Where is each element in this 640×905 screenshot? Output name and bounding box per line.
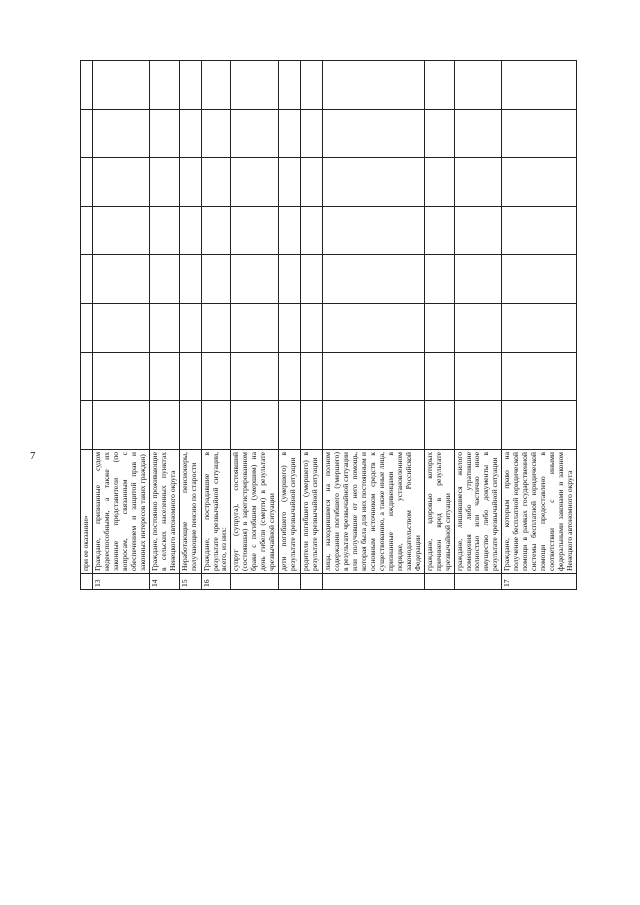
- table-row: [323, 61, 424, 590]
- empty-cell: [81, 401, 93, 450]
- empty-cell: [424, 109, 454, 158]
- empty-cell: [149, 158, 179, 207]
- rotated-table-container: [80, 60, 600, 590]
- row-description: Неработающие пенсионеры, получающие пенсию по старости: [179, 450, 201, 574]
- empty-cell: [424, 206, 454, 255]
- empty-cell: [279, 401, 301, 450]
- empty-cell: [279, 352, 301, 401]
- empty-cell: [201, 158, 231, 207]
- row-description: при ее оказании»: [81, 450, 93, 574]
- empty-cell: [149, 401, 179, 450]
- empty-cell: [231, 158, 279, 207]
- empty-cell: [424, 304, 454, 353]
- table-row: [81, 61, 93, 590]
- table-row: [231, 61, 279, 590]
- empty-cell: [231, 255, 279, 304]
- empty-cell: [201, 304, 231, 353]
- table-body: [81, 61, 577, 590]
- empty-cell: [301, 255, 323, 304]
- empty-cell: [231, 61, 279, 110]
- empty-cell: [93, 109, 150, 158]
- row-number: [454, 574, 502, 590]
- table-row: [201, 61, 231, 590]
- empty-cell: [81, 255, 93, 304]
- empty-cell: [502, 352, 577, 401]
- table-row: [424, 61, 454, 590]
- row-description: Граждане, постоянно проживающие в сельских населенных пунктах Ненецкого автономного округа: [149, 450, 179, 574]
- row-number: [424, 574, 454, 590]
- empty-cell: [301, 109, 323, 158]
- row-description: граждане, здоровью которых причинен вред в результате чрезвычайной ситуации: [424, 450, 454, 574]
- empty-cell: [231, 304, 279, 353]
- empty-cell: [81, 158, 93, 207]
- empty-cell: [201, 255, 231, 304]
- table-row: [93, 61, 150, 590]
- empty-cell: [149, 255, 179, 304]
- empty-cell: [323, 255, 424, 304]
- empty-cell: [179, 61, 201, 110]
- empty-cell: [323, 401, 424, 450]
- empty-cell: [81, 61, 93, 110]
- row-description: Граждане, признанные судом недееспособными, а также их законные представители (по вопросам, связанным с обеспечением и защитой прав и законных интересов таких граждан): [93, 450, 150, 574]
- empty-cell: [201, 206, 231, 255]
- table-row: [502, 61, 577, 590]
- empty-cell: [179, 158, 201, 207]
- empty-cell: [81, 206, 93, 255]
- empty-cell: [149, 109, 179, 158]
- empty-cell: [502, 158, 577, 207]
- empty-cell: [323, 206, 424, 255]
- empty-cell: [454, 206, 502, 255]
- row-number: [323, 574, 424, 590]
- empty-cell: [93, 304, 150, 353]
- empty-cell: [502, 206, 577, 255]
- empty-cell: [201, 401, 231, 450]
- empty-cell: [323, 61, 424, 110]
- empty-cell: [231, 401, 279, 450]
- empty-cell: [323, 304, 424, 353]
- empty-cell: [93, 401, 150, 450]
- empty-cell: [231, 352, 279, 401]
- empty-cell: [93, 158, 150, 207]
- empty-cell: [301, 304, 323, 353]
- empty-cell: [81, 352, 93, 401]
- row-description: Граждане, которым право на получение бесплатной юридической помощи в рамках государственной системы бесплатной юридической помощи предоставлено в соответствии с иными федеральными законами и законом Ненецкого автономного округа: [502, 450, 577, 574]
- empty-cell: [301, 206, 323, 255]
- empty-cell: [201, 61, 231, 110]
- empty-cell: [454, 158, 502, 207]
- table-row: [301, 61, 323, 590]
- empty-cell: [502, 255, 577, 304]
- empty-cell: [279, 206, 301, 255]
- row-number: 14: [149, 574, 179, 590]
- empty-cell: [179, 206, 201, 255]
- row-number: 16: [201, 574, 231, 590]
- empty-cell: [502, 61, 577, 110]
- row-number: 13: [93, 574, 150, 590]
- empty-cell: [149, 206, 179, 255]
- empty-cell: [454, 255, 502, 304]
- empty-cell: [93, 255, 150, 304]
- empty-cell: [81, 109, 93, 158]
- empty-cell: [279, 304, 301, 353]
- empty-cell: [454, 109, 502, 158]
- row-description: дети погибшего (умершего) в результате чрезвычайной ситуации: [279, 450, 301, 574]
- empty-cell: [301, 61, 323, 110]
- empty-cell: [424, 61, 454, 110]
- beneficiaries-table: [80, 60, 577, 590]
- empty-cell: [81, 304, 93, 353]
- row-number: [231, 574, 279, 590]
- empty-cell: [424, 158, 454, 207]
- empty-cell: [201, 352, 231, 401]
- empty-cell: [93, 352, 150, 401]
- empty-cell: [323, 158, 424, 207]
- empty-cell: [179, 255, 201, 304]
- table-row: [179, 61, 201, 590]
- empty-cell: [93, 206, 150, 255]
- empty-cell: [301, 158, 323, 207]
- row-number: [81, 574, 93, 590]
- empty-cell: [179, 304, 201, 353]
- row-number: [301, 574, 323, 590]
- row-description: родители погибшего (умершего) в результате чрезвычайной ситуации: [301, 450, 323, 574]
- row-number: 15: [179, 574, 201, 590]
- empty-cell: [279, 255, 301, 304]
- empty-cell: [279, 158, 301, 207]
- empty-cell: [179, 109, 201, 158]
- table-row: [149, 61, 179, 590]
- empty-cell: [201, 109, 231, 158]
- row-description: супруг (супруга), состоявший (состоявшая) в зарегистрированном браке с погибшим (умершим) на день гибели (смерти) в результате чрезвычайной ситуации: [231, 450, 279, 574]
- empty-cell: [301, 401, 323, 450]
- empty-cell: [179, 401, 201, 450]
- empty-cell: [424, 401, 454, 450]
- empty-cell: [454, 304, 502, 353]
- empty-cell: [149, 352, 179, 401]
- empty-cell: [179, 352, 201, 401]
- row-description: лица, находившиеся на полном содержании погибшего (умершего) в результате чрезвычайной ситуации или получавшие от него помощь, которая была для них постоянным и основным источником средств к существованию, а также иные лица, признанные иждивенцами в порядке, установленном законодательством Российской Федерации: [323, 450, 424, 574]
- page-number: 7: [30, 450, 36, 462]
- row-description: граждане, лишившиеся жилого помещения либо утратившие полностью или частично иное имущество либо документы в результате чрезвычайной ситуации: [454, 450, 502, 574]
- row-number: [279, 574, 301, 590]
- empty-cell: [93, 61, 150, 110]
- table-row: [454, 61, 502, 590]
- empty-cell: [279, 61, 301, 110]
- empty-cell: [502, 401, 577, 450]
- empty-cell: [454, 352, 502, 401]
- empty-cell: [454, 61, 502, 110]
- empty-cell: [231, 109, 279, 158]
- empty-cell: [424, 352, 454, 401]
- empty-cell: [424, 255, 454, 304]
- empty-cell: [502, 109, 577, 158]
- table-row: [279, 61, 301, 590]
- row-number: 17: [502, 574, 577, 590]
- empty-cell: [323, 352, 424, 401]
- row-description: Граждане, пострадавшие в результате чрезвычайной ситуации, всего, из них:: [201, 450, 231, 574]
- empty-cell: [149, 61, 179, 110]
- empty-cell: [279, 109, 301, 158]
- empty-cell: [502, 304, 577, 353]
- empty-cell: [454, 401, 502, 450]
- empty-cell: [323, 109, 424, 158]
- empty-cell: [149, 304, 179, 353]
- empty-cell: [301, 352, 323, 401]
- empty-cell: [231, 206, 279, 255]
